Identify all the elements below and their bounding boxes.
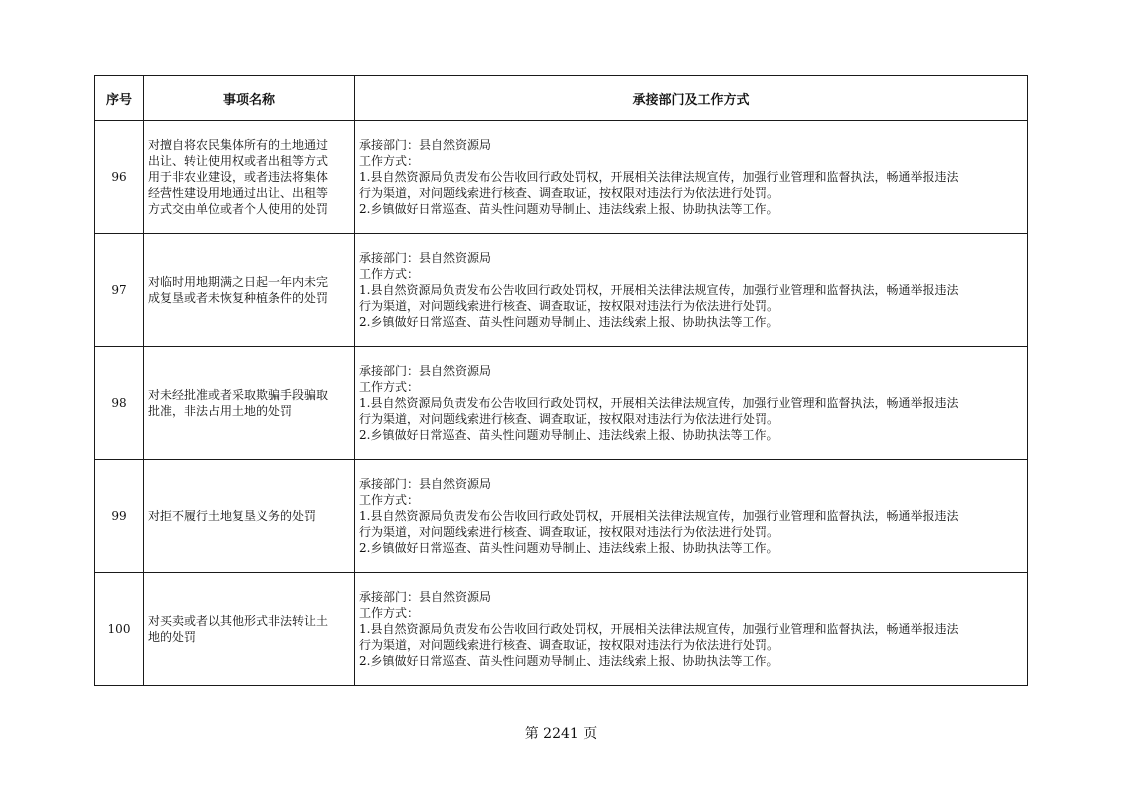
department-method-line: 工作方式： bbox=[359, 606, 420, 620]
table-body bbox=[95, 121, 1028, 686]
matter-name-line: 对临时用地期满之日起一年内未完 bbox=[148, 275, 329, 289]
department-method-line: 1.县自然资源局负责发布公告收回行政处罚权，开展相关法律法规宣传，加强行业管理和监督执法，畅通举报违法 bbox=[359, 509, 959, 523]
row-matter-name bbox=[144, 347, 355, 460]
department-method-line: 承接部门：县自然资源局 bbox=[359, 477, 492, 491]
department-method-line: 工作方式： bbox=[359, 493, 420, 507]
department-method-line: 承接部门：县自然资源局 bbox=[359, 138, 492, 152]
department-method-line: 2.乡镇做好日常巡查、苗头性问题劝导制止、违法线索上报、协助执法等工作。 bbox=[359, 428, 779, 442]
matter-name-line: 对拒不履行土地复垦义务的处罚 bbox=[148, 509, 317, 523]
matter-name-line: 方式交由单位或者个人使用的处罚 bbox=[148, 202, 329, 216]
row-serial-number: 98 bbox=[95, 347, 144, 460]
matter-name-line: 成复垦或者未恢复种植条件的处罚 bbox=[148, 291, 329, 305]
matter-name-line: 地的处罚 bbox=[148, 630, 197, 644]
department-method-line: 行为渠道，对问题线索进行核查、调查取证，按权限对违法行为依法进行处罚。 bbox=[359, 638, 780, 652]
department-method-line: 1.县自然资源局负责发布公告收回行政处罚权，开展相关法律法规宣传，加强行业管理和监督执法，畅通举报违法 bbox=[359, 170, 959, 184]
department-method-line: 行为渠道，对问题线索进行核查、调查取证，按权限对违法行为依法进行处罚。 bbox=[359, 299, 780, 313]
row-department-and-method bbox=[355, 121, 1028, 234]
department-method-line: 1.县自然资源局负责发布公告收回行政处罚权，开展相关法律法规宣传，加强行业管理和监督执法，畅通举报违法 bbox=[359, 283, 959, 297]
matter-name-line: 批准，非法占用土地的处罚 bbox=[148, 404, 293, 418]
department-method-line: 2.乡镇做好日常巡查、苗头性问题劝导制止、违法线索上报、协助执法等工作。 bbox=[359, 202, 779, 216]
row-matter-name bbox=[144, 121, 355, 234]
matter-name-line: 对未经批准或者采取欺骗手段骗取 bbox=[148, 388, 329, 402]
table-row bbox=[95, 573, 1028, 686]
matter-name-line: 对擅自将农民集体所有的土地通过 bbox=[148, 138, 329, 152]
department-method-line: 2.乡镇做好日常巡查、苗头性问题劝导制止、违法线索上报、协助执法等工作。 bbox=[359, 654, 779, 668]
row-matter-name bbox=[144, 234, 355, 347]
matter-name-line: 出让、转让使用权或者出租等方式 bbox=[148, 154, 329, 168]
matters-table bbox=[94, 75, 1028, 686]
row-department-and-method bbox=[355, 573, 1028, 686]
row-serial-number: 96 bbox=[95, 121, 144, 234]
row-department-and-method bbox=[355, 347, 1028, 460]
row-serial-number: 99 bbox=[95, 460, 144, 573]
row-serial-number: 97 bbox=[95, 234, 144, 347]
department-method-line: 1.县自然资源局负责发布公告收回行政处罚权，开展相关法律法规宣传，加强行业管理和监督执法，畅通举报违法 bbox=[359, 622, 959, 636]
department-method-line: 工作方式： bbox=[359, 154, 420, 168]
department-method-line: 2.乡镇做好日常巡查、苗头性问题劝导制止、违法线索上报、协助执法等工作。 bbox=[359, 315, 779, 329]
department-method-line: 工作方式： bbox=[359, 267, 420, 281]
department-method-line: 行为渠道，对问题线索进行核查、调查取证，按权限对违法行为依法进行处罚。 bbox=[359, 186, 780, 200]
table-row bbox=[95, 460, 1028, 573]
row-department-and-method bbox=[355, 460, 1028, 573]
table-row bbox=[95, 234, 1028, 347]
department-method-line: 行为渠道，对问题线索进行核查、调查取证，按权限对违法行为依法进行处罚。 bbox=[359, 525, 780, 539]
table-row bbox=[95, 121, 1028, 234]
table-header-row bbox=[95, 76, 1028, 121]
department-method-line: 承接部门：县自然资源局 bbox=[359, 590, 492, 604]
department-method-line: 2.乡镇做好日常巡查、苗头性问题劝导制止、违法线索上报、协助执法等工作。 bbox=[359, 541, 779, 555]
matter-name-line: 经营性建设用地通过出让、出租等 bbox=[148, 186, 329, 200]
header-department-and-method: 承接部门及工作方式 bbox=[355, 76, 1028, 121]
matter-name-line: 用于非农业建设，或者违法将集体 bbox=[148, 170, 329, 184]
row-matter-name bbox=[144, 573, 355, 686]
header-serial-number: 序号 bbox=[95, 76, 144, 121]
row-serial-number: 100 bbox=[95, 573, 144, 686]
page-number: 第 2241 页 bbox=[524, 726, 598, 742]
department-method-line: 行为渠道，对问题线索进行核查、调查取证，按权限对违法行为依法进行处罚。 bbox=[359, 412, 780, 426]
department-method-line: 承接部门：县自然资源局 bbox=[359, 364, 492, 378]
header-matter-name: 事项名称 bbox=[144, 76, 355, 121]
row-department-and-method bbox=[355, 234, 1028, 347]
department-method-line: 1.县自然资源局负责发布公告收回行政处罚权，开展相关法律法规宣传，加强行业管理和监督执法，畅通举报违法 bbox=[359, 396, 959, 410]
department-method-line: 工作方式： bbox=[359, 380, 420, 394]
department-method-line: 承接部门：县自然资源局 bbox=[359, 251, 492, 265]
table-row bbox=[95, 347, 1028, 460]
row-matter-name bbox=[144, 460, 355, 573]
matter-name-line: 对买卖或者以其他形式非法转让土 bbox=[148, 614, 329, 628]
